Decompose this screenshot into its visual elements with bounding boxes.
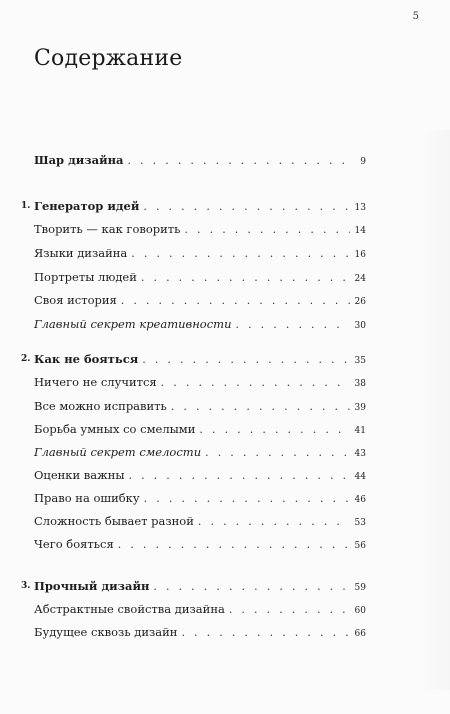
toc-entry-label: Своя история bbox=[34, 293, 117, 307]
leader-dots bbox=[181, 625, 350, 641]
leader-dots bbox=[127, 153, 350, 169]
toc-entry-label: Языки дизайна bbox=[34, 246, 128, 260]
leader-dots bbox=[153, 579, 350, 595]
leader-dots bbox=[198, 514, 350, 530]
toc-entry-label: Право на ошибку bbox=[34, 491, 140, 505]
toc-entry-page: 44 bbox=[354, 472, 366, 482]
leader-dots bbox=[129, 468, 350, 484]
chapter-number: 2. bbox=[21, 354, 31, 364]
toc-entry[interactable] bbox=[34, 292, 366, 308]
toc-entry[interactable] bbox=[34, 601, 366, 617]
toc-chapter-3[interactable] bbox=[21, 578, 366, 594]
leader-dots bbox=[143, 199, 350, 215]
leader-dots bbox=[131, 246, 350, 262]
toc-entry[interactable] bbox=[34, 221, 366, 237]
toc-entry[interactable] bbox=[34, 398, 366, 414]
toc-entry-page: 38 bbox=[354, 379, 366, 389]
toc-entry-page: 46 bbox=[354, 495, 366, 505]
leader-dots bbox=[118, 537, 350, 553]
toc-entry-label: Будущее сквозь дизайн bbox=[34, 625, 178, 639]
toc-entry[interactable] bbox=[34, 269, 366, 285]
toc-entry[interactable] bbox=[34, 316, 366, 332]
leader-dots bbox=[199, 422, 350, 438]
leader-dots bbox=[229, 602, 350, 618]
toc-entry-label: Абстрактные свойства дизайна bbox=[34, 602, 225, 616]
toc-entry-label: Главный секрет креативности bbox=[34, 317, 232, 331]
chapter-number: 1. bbox=[21, 201, 31, 211]
toc-entry[interactable] bbox=[34, 536, 366, 552]
leader-dots bbox=[121, 293, 350, 309]
toc-entry-label: Шар дизайна bbox=[34, 153, 124, 167]
toc-entry-page: 39 bbox=[354, 403, 366, 413]
toc-entry-label: Прочный дизайн bbox=[34, 579, 150, 593]
toc-entry-label: Борьба умных со смелыми bbox=[34, 422, 196, 436]
toc-entry-label: Портреты людей bbox=[34, 270, 137, 284]
toc-entry-page: 16 bbox=[354, 250, 366, 260]
leader-dots bbox=[205, 445, 350, 461]
toc-entry-page: 35 bbox=[354, 356, 366, 366]
toc-entry-page: 24 bbox=[354, 274, 366, 284]
toc-entry[interactable] bbox=[34, 245, 366, 261]
page-title: Содержание bbox=[34, 46, 183, 71]
toc-entry-label: Генератор идей bbox=[34, 199, 140, 213]
toc-entry-page: 9 bbox=[360, 157, 366, 167]
leader-dots bbox=[235, 317, 350, 333]
toc-entry[interactable] bbox=[34, 421, 366, 437]
page-number: 5 bbox=[412, 11, 419, 22]
leader-dots bbox=[161, 375, 350, 391]
toc-entry-label: Творить — как говорить bbox=[34, 222, 181, 236]
leader-dots bbox=[142, 352, 350, 368]
leader-dots bbox=[141, 270, 350, 286]
toc-entry-page: 59 bbox=[354, 583, 366, 593]
toc-entry-label: Сложность бывает разной bbox=[34, 514, 194, 528]
page-edge-shadow bbox=[424, 130, 450, 690]
toc-entry-page: 53 bbox=[354, 518, 366, 528]
toc-entry[interactable] bbox=[34, 490, 366, 506]
toc-chapter-2[interactable] bbox=[21, 351, 366, 367]
toc-entry[interactable] bbox=[34, 444, 366, 460]
leader-dots bbox=[144, 491, 350, 507]
toc-entry-label: Ничего не случится bbox=[34, 375, 157, 389]
chapter-number: 3. bbox=[21, 581, 31, 591]
toc-entry-label: Как не бояться bbox=[34, 352, 139, 366]
toc-entry-page: 30 bbox=[354, 321, 366, 331]
toc-entry-label: Чего бояться bbox=[34, 537, 114, 551]
toc-entry[interactable] bbox=[34, 374, 366, 390]
toc-entry-label: Главный секрет смелости bbox=[34, 445, 202, 459]
leader-dots bbox=[171, 399, 350, 415]
toc-entry-page: 13 bbox=[354, 203, 366, 213]
toc-entry-page: 14 bbox=[354, 226, 366, 236]
toc-entry[interactable] bbox=[34, 467, 366, 483]
toc-entry-intro[interactable] bbox=[34, 152, 366, 168]
toc-entry[interactable] bbox=[34, 624, 366, 640]
leader-dots bbox=[184, 222, 350, 238]
toc-chapter-1[interactable] bbox=[21, 198, 366, 214]
toc-entry-label: Оценки важны bbox=[34, 468, 125, 482]
toc-entry-page: 26 bbox=[354, 297, 366, 307]
toc-entry-page: 66 bbox=[354, 629, 366, 639]
toc-entry-page: 43 bbox=[354, 449, 366, 459]
toc-entry-label: Все можно исправить bbox=[34, 399, 167, 413]
toc-entry-page: 56 bbox=[354, 541, 366, 551]
toc-entry-page: 41 bbox=[354, 426, 366, 436]
toc-entry-page: 60 bbox=[354, 606, 366, 616]
toc-entry[interactable] bbox=[34, 513, 366, 529]
